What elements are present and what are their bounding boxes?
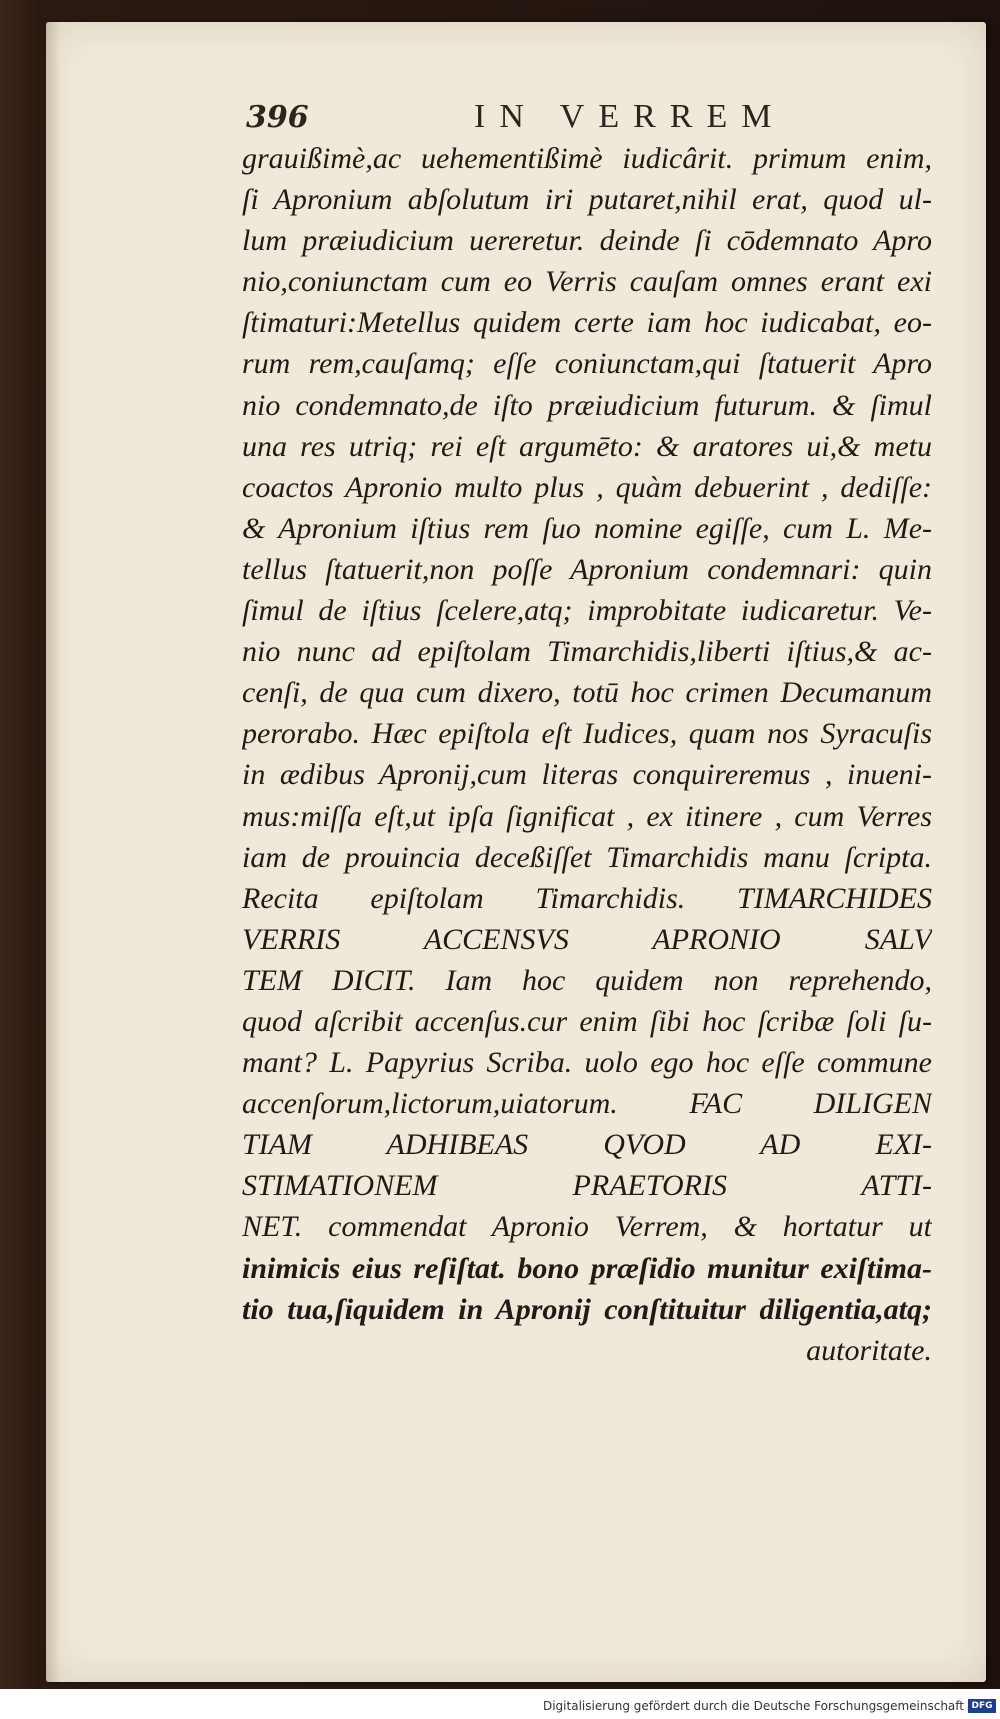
text-line: iam de prouincia deceßiſſet Timarchidis manu ſcripta.	[242, 840, 932, 874]
dfg-logo: DFG	[968, 1699, 996, 1713]
text-line: TIAM ADHIBEAS QVOD AD EXI-	[242, 1128, 932, 1162]
digitization-footer	[0, 1689, 1000, 1719]
funding-credit: Digitalisierung gefördert durch die Deutsche Forschungsgemeinschaft	[542, 1699, 964, 1713]
text-line: grauißimè,ac uehementißimè iudicârit. primum enim,	[242, 142, 932, 175]
text-line: perorabo. Hæc epiſtola eſt Iudices, quam nos Syracuſis	[242, 717, 932, 751]
text-line: in ædibus Apronij,cum literas conquireremus , inueni-	[242, 758, 932, 792]
text-line: tellus ſtatuerit,non poſſe Apronium condemnari: quin	[242, 552, 932, 586]
text-line: nio nunc ad epiſtolam Timarchidis,liberti iſtius,& ac-	[242, 635, 932, 669]
page-number: 396	[246, 100, 309, 135]
text-line: mant? L. Papyrius Scriba. uolo ego hoc eſſe commune	[242, 1046, 932, 1080]
text-line: accenſorum,lictorum,uiatorum. FAC DILIGEN	[242, 1087, 932, 1121]
text-line: STIMATIONEM PRAETORIS ATTI-	[242, 1169, 932, 1203]
text-line: lum præiudicium uereretur. deinde ſi cōdemnato Apro	[242, 224, 932, 258]
text-line: ſtimaturi:Metellus quidem certe iam hoc iudicabat, eo-	[242, 306, 932, 340]
text-line: ſimul de iſtius ſcelere,atq; improbitate iudicaretur. Ve-	[242, 594, 932, 628]
text-line: Recita epiſtolam Timarchidis. TIMARCHIDES	[242, 881, 932, 915]
text-line: & Apronium iſtius rem ſuo nomine egiſſe, cum L. Me-	[242, 511, 932, 545]
text-line: TEM DICIT. Iam hoc quidem non reprehendo,	[242, 963, 932, 997]
text-line: una res utriq; rei eſt argumēto: & aratores ui,& metu	[242, 429, 932, 463]
text-line: nio condemnato,de iſto præiudicium futurum. & ſimul	[242, 388, 932, 422]
text-line: cenſi, de qua cum dixero, totū hoc crimen Decumanum	[242, 676, 932, 710]
text-line: NET. commendat Apronio Verrem, & hortatur ut	[242, 1210, 932, 1244]
text-line: tio tua,ſiquidem in Apronij conſtituitur diligentia,atq;	[242, 1292, 932, 1326]
text-line: mus:miſſa eſt,ut ipſa ſignificat , ex itinere , cum Verres	[242, 799, 932, 833]
text-line: inimicis eius reſiſtat. bono præſidio munitur exiſtima-	[242, 1251, 932, 1285]
text-line: nio,coniunctam cum eo Verris cauſam omnes erant exi	[242, 265, 932, 299]
text-line: rum rem,cauſamq; eſſe coniunctam,qui ſtatuerit Apro	[242, 347, 932, 381]
running-title: IN VERREM	[474, 98, 786, 135]
body-text	[242, 138, 932, 1371]
text-line-last: autoritate.	[806, 1333, 932, 1367]
text-line: VERRIS ACCENSVS APRONIO SALV	[242, 922, 932, 956]
text-line: coactos Apronio multo plus , quàm debuerint , dediſſe:	[242, 470, 932, 504]
text-line: ſi Apronium abſolutum iri putaret,nihil erat, quod ul-	[242, 183, 932, 217]
text-line: quod aſcribit accenſus.cur enim ſibi hoc ſcribæ ſoli ſu-	[242, 1004, 932, 1038]
